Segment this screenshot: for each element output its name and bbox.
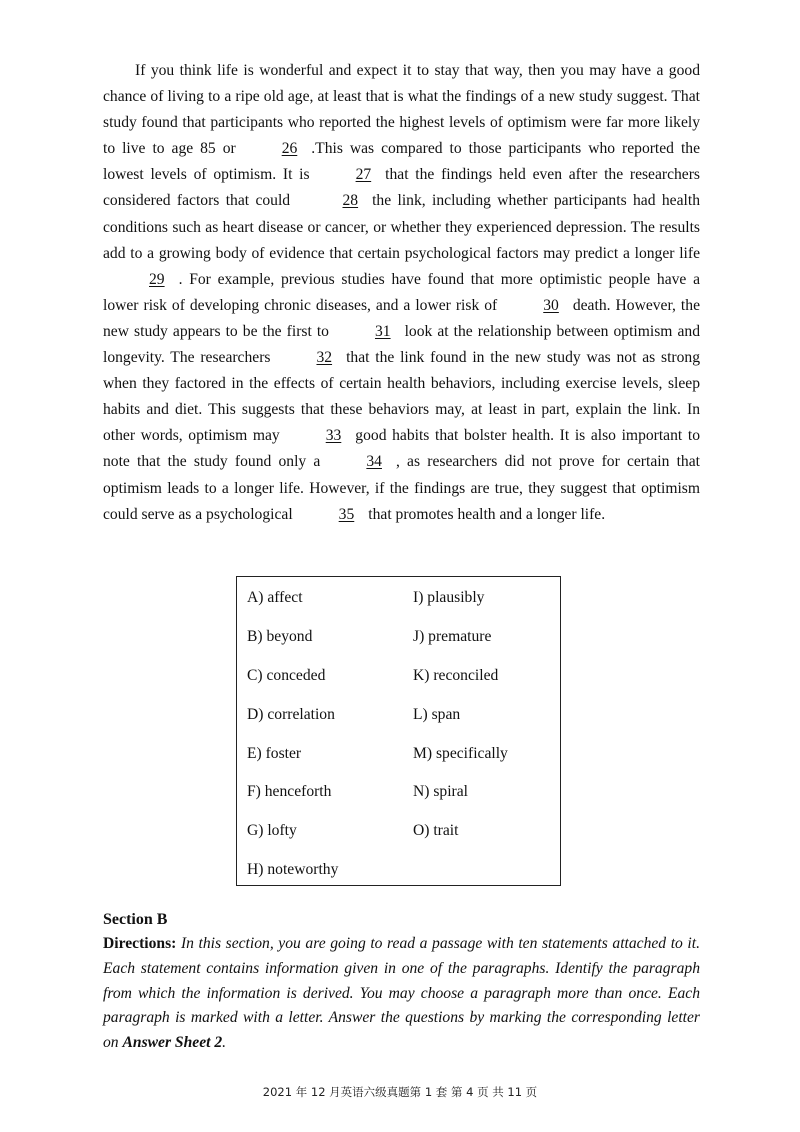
word-bank-option: M) specifically: [413, 745, 508, 762]
blank-29: 29: [149, 270, 165, 288]
passage-paragraph: [103, 58, 700, 528]
blank-28: 28: [342, 192, 359, 210]
word-bank-option: J) premature: [413, 628, 492, 645]
blank-26: 26: [281, 140, 298, 158]
passage-text: good habits that bolster health. It is also important to note that the study found only a: [103, 427, 700, 471]
word-bank-box: [236, 576, 561, 886]
word-bank-option: F) henceforth: [247, 783, 332, 800]
word-bank-option: L) span: [413, 706, 461, 723]
word-bank-option: E) foster: [247, 745, 302, 762]
answer-sheet-label: Answer Sheet 2: [122, 1034, 223, 1052]
passage-text: that the link found in the new study was not as strong when they factored in the effects of certain health behaviors, including exercise levels, sleep habits and diet. This suggests that these behaviors may, at least in part, explain the link. In other words, optimism may: [103, 349, 700, 445]
passage-text: the link, including whether participants had health conditions such as heart disease or cancer, or whether they experienced depression. The results add to a growing body of evidence that certain psychological factors may predict a longer life: [103, 192, 700, 262]
section-title: Section B: [103, 911, 168, 928]
word-bank-option: C) conceded: [247, 667, 326, 684]
word-bank-option: D) correlation: [247, 706, 335, 723]
directions: [103, 932, 700, 1056]
directions-end: .: [222, 1034, 227, 1052]
word-bank-option: K) reconciled: [413, 667, 499, 684]
directions-label: Directions:: [103, 935, 177, 952]
cloze-passage: [103, 58, 700, 528]
word-bank-option: A) affect: [247, 589, 303, 606]
passage-text: If you think life is wonderful and expect it to stay that way, then you may have a good chance of living to a ripe old age, at least that is what the findings of a new study suggest. That study found that participants who reported the highest levels of optimism were far more likely to live to age 85 or: [103, 62, 700, 158]
passage-text: death. However, the new study appears to be the first to: [103, 296, 700, 340]
blank-27: 27: [355, 166, 372, 184]
passage-text: .This was compared to those participants who reported the lowest levels of optimism. It is: [103, 140, 700, 184]
directions-text: In this section, you are going to read a passage with ten statements attached to it. Each statement contains information given in one of the paragraphs. Identify the paragraph from which the information is derived. You may choose a paragraph more than once. Each paragraph is marked with a letter. Answer the questions by marking the corresponding letter on: [103, 935, 700, 1052]
blank-31: 31: [374, 322, 391, 340]
passage-text: look at the relationship between optimism and longevity. The researchers: [103, 322, 700, 367]
word-bank-option: N) spiral: [413, 783, 468, 800]
blank-34: 34: [366, 453, 382, 471]
blank-32: 32: [316, 349, 333, 367]
word-bank-option: I) plausibly: [413, 589, 485, 606]
word-bank-option: H) noteworthy: [247, 861, 339, 878]
word-bank-option: G) lofty: [247, 822, 297, 839]
word-bank-option: O) trait: [413, 822, 459, 839]
blank-30: 30: [543, 296, 559, 314]
passage-text: that the findings held even after the researchers considered factors that could: [103, 166, 700, 210]
passage-text: . For example, previous studies have found that more optimistic people have a lower risk of developing chronic diseases, and a lower risk of: [103, 270, 700, 314]
section-b: [103, 908, 700, 1056]
page-footer: 2021 年 12 月英语六级真题第 1 套 第 4 页 共 11 页: [262, 1085, 538, 1099]
passage-text: , as researchers did not prove for certain that optimism leads to a longer life. However, if the findings are true, they suggest that optimism could serve as a psychological: [103, 453, 700, 523]
blank-35: 35: [338, 505, 355, 523]
passage-text: that promotes health and a longer life.: [368, 505, 606, 523]
word-bank-option: B) beyond: [247, 628, 313, 645]
blank-33: 33: [325, 427, 342, 445]
